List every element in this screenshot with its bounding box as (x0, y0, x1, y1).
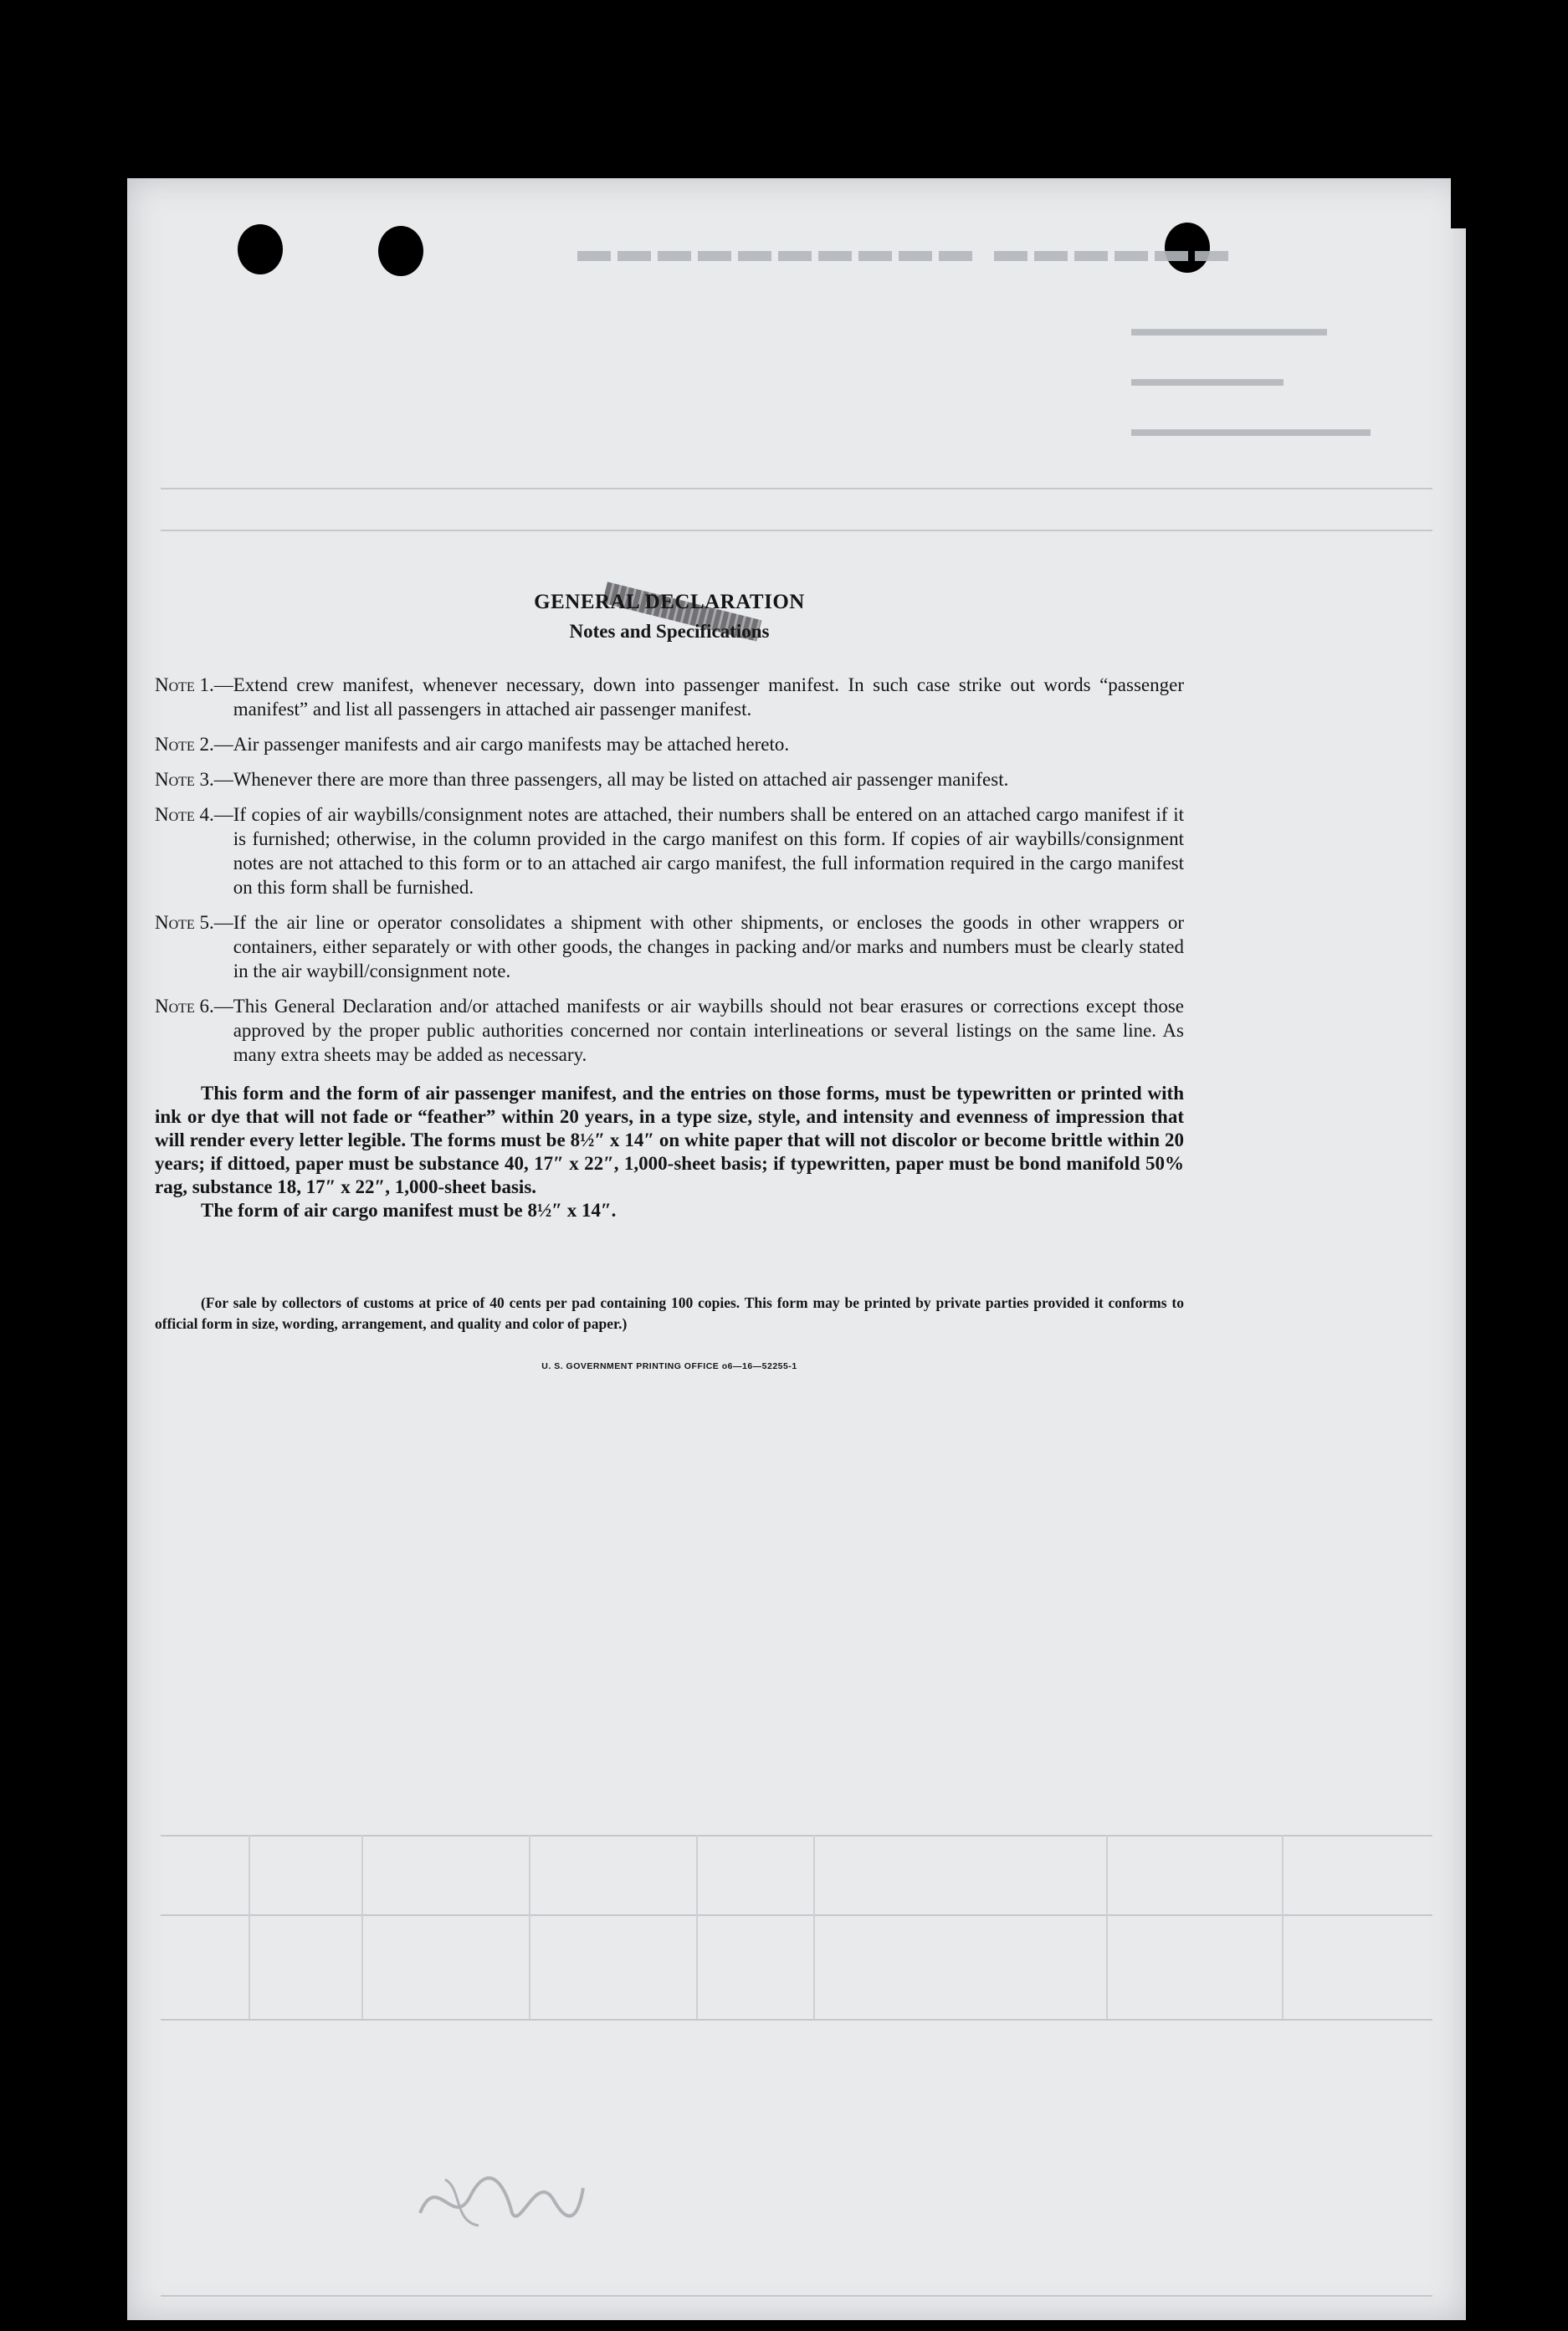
document-subtitle: Notes and Specifications (569, 621, 770, 642)
note-4 (155, 802, 1184, 899)
note-text: Extend crew manifest, whenever necessary, down into passenger manifest. In such case strike out words “passenger manifest” and list all passengers in attached air passenger manifest. (233, 674, 1184, 720)
note-text: Air passenger manifests and air cargo manifests may be attached hereto. (233, 734, 790, 755)
note-text: Whenever there are more than three passengers, all may be listed on attached air passenger manifest. (233, 769, 1009, 790)
bleed-through-line: ▬▬▬▬▬▬▬ (1131, 366, 1284, 391)
note-text: This General Declaration and/or attached manifests or air waybills should not bear erasures or corrections except those approved by the proper public authorities concerned nor contain interlineations or several listings on the same line. As many extra sheets may be added as necessary. (233, 996, 1184, 1065)
bleed-through-column (1282, 1835, 1284, 2019)
punch-hole-center (378, 226, 423, 276)
bleed-through-column (813, 1835, 815, 2019)
note-text: If the air line or operator consolidates a shipment with other shipments, or encloses the goods in other wrappers or containers, either separately or with other goods, the changes in packing and/or marks and numbers must be clearly stated in the air waybill/consignment note. (233, 912, 1184, 981)
sale-notice: (For sale by collectors of customs at price of 40 cents per pad containing 100 copies. This form may be printed by private parties provided it conforms to official form in size, wording, arrangement, and quality and color of paper.) (155, 1294, 1184, 1332)
note-label: Note 3.— (155, 769, 233, 790)
note-label: Note 6.— (155, 996, 233, 1017)
bleed-through-rule (161, 2295, 1432, 2297)
bleed-through-column (249, 1835, 250, 2019)
signature-bleed-through (412, 2154, 587, 2238)
note-5 (155, 910, 1184, 983)
bleed-through-column (529, 1835, 530, 2019)
note-6 (155, 994, 1184, 1067)
bleed-through-rule (161, 1914, 1432, 1916)
printing-office-line: U. S. GOVERNMENT PRINTING OFFICE o6—16—52255-1 (541, 1361, 797, 1371)
bleed-through-rule (161, 488, 1432, 489)
bleed-through-rule (161, 2019, 1432, 2021)
note-label: Note 2.— (155, 734, 233, 755)
note-2 (155, 732, 1184, 756)
note-1 (155, 673, 1184, 721)
notes-section (155, 591, 1184, 1371)
note-label: Note 5.— (155, 912, 233, 933)
bleed-through-rule (161, 1835, 1432, 1837)
bleed-through-column (1106, 1835, 1108, 2019)
bleed-through-line: ▬▬▬▬▬▬▬▬▬▬▬ (1131, 417, 1371, 441)
form-specification-paragraph: This form and the form of air passenger manifest, and the entries on those forms, must be typewritten or printed with ink or dye that will not fade or “feather” within 20 years, in a type size, style, and intensity and evenness of impression that will render every letter legible. The forms must be 8½″ x 14″ on white paper that will not discolor or become brittle within 20 years; if dittoed, paper must be substance 40, 17″ x 22″, 1,000-sheet basis; if typewritten, paper must be bond manifold 50% rag, substance 18, 17″ x 22″, 1,000-sheet basis. (155, 1083, 1184, 1197)
note-text: If copies of air waybills/consignment notes are attached, their numbers shall be entered on an attached cargo manifest if it is furnished; otherwise, in the column provided in the cargo manifest on this form. If copies of air waybills/consignment notes are not attached to this form or to an attached air cargo manifest, the full information required in the cargo manifest on this form shall be furnished. (233, 804, 1184, 898)
note-3 (155, 767, 1184, 792)
bleed-through-column (696, 1835, 698, 2019)
bleed-through-heading: ▬▬▬▬▬▬ ▬▬▬▬▬▬▬▬▬▬ (571, 231, 1228, 269)
cargo-manifest-size-line: The form of air cargo manifest must be 8½″ x 14″. (201, 1200, 617, 1221)
note-label: Note 1.— (155, 674, 233, 695)
punch-hole-left (238, 224, 283, 274)
paper-corner-tear (1451, 178, 1466, 228)
bleed-through-rule (161, 530, 1432, 531)
note-label: Note 4.— (155, 804, 233, 825)
bleed-through-line: ▬▬▬▬▬▬▬▬▬ (1131, 316, 1327, 341)
bleed-through-column (361, 1835, 363, 2019)
document-title: GENERAL DECLARATION (534, 591, 805, 613)
